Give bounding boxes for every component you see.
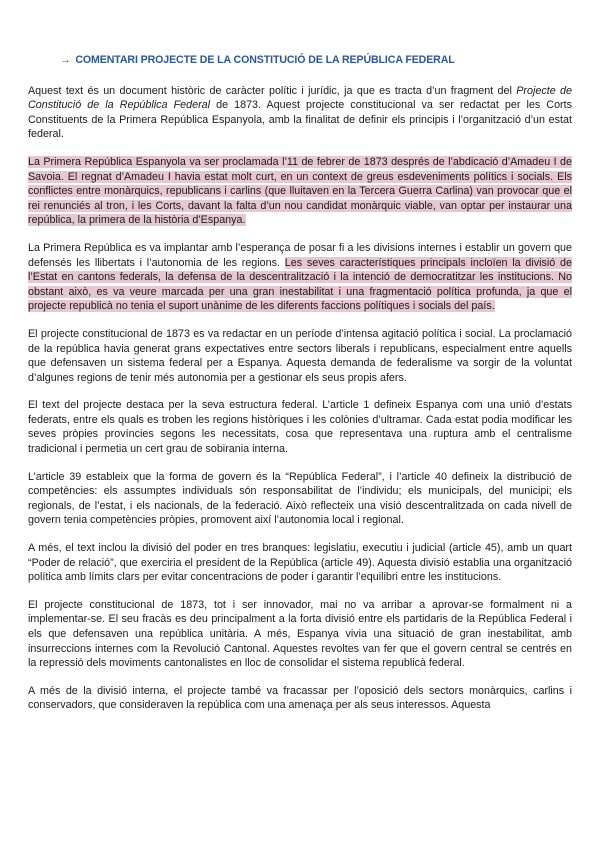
title-text: COMENTARI PROJECTE DE LA CONSTITUCIÓ DE LA REPÚBLICA FEDERAL [75,54,455,66]
paragraph-drafting: El projecte constitucional de 1873 es va redactar en un període d’intensa agitació política i social. La proclamació de la república havia generat grans expectatives entre sectors liberals i republicans, especialment entre aquells que defensaven un sistema federal per a Espanya. Aquesta demanda de federalisme va sorgir de la voluntat d’algunes regions de tenir més autonomia per a gestionar els seus propis afers. [28,327,572,384]
paragraph-failure: El projecte constitucional de 1873, tot i ser innovador, mai no va arribar a aprovar-se formalment ni a implementar-se. El seu fracàs es deu principalment a la forta divisió entre els partidaris de la República Federal i els que defensaven una república unitària. A més, Espanya vivia una situació de gran inestabilitat, amb insurreccions internes com la Revolució Cantonal. Aquestes revoltes van fer que el govern central se centrés en la repressió dels moviments cantonalistes en lloc de consolidar el sistema republicà federal. [28,598,572,670]
paragraph-text: La Primera República es va implantar amb l’esperança de posar fi a les divisions internes i establir un govern que defensés les llibertats i l’autonomia de les regions. [28,241,572,269]
paragraph-context [28,155,572,228]
document-title [60,53,572,68]
paragraph-text: de 1873. Aquest projecte constitucional va ser redactat per les Corts Constituents de la Primera República Espanyola, amb la finalitat de definir els principis i l’organització d’un estat federal. [28,99,572,141]
document-reference: Projecte de Constitució de la República Federal [28,84,572,112]
paragraph-text: Aquest text és un document històric de caràcter polític i jurídic, ja que es tracta d’un fragment del [28,84,517,97]
paragraph-republic [28,241,572,314]
highlighted-text: Les seves característiques principals incloïen la divisió de l’Estat en cantons federals, la defensa de la descentralització i la intenció de democratitzar les institucions. No obstant això, es va veure marcada per una gran inestabilitat i una fragmentació política profunda, ja que el projecte republicà no tenia el suport unànime de les diferents faccions polítiques i socials del país. [28,256,572,313]
paragraph-opposition: A més de la divisió interna, el projecte també va fracassar per l’oposició dels sectors monàrquics, carlins i conservadors, que consideraven la república com una amenaça per als seus interessos. Aquesta [28,684,572,712]
highlighted-text: La Primera República Espanyola va ser proclamada l’11 de febrer de 1873 després de l’abdicació d’Amadeu I de Savoia. El regnat d’Amadeu I havia estat molt curt, en un context de greus esdeveniments polítics i socials. Els conflictes entre monàrquics, republicans i carlins (que lluitaven en la Tercera Guerra Carlina) van provocar que el rei renunciés al tron, i les Corts, davant la falta d’un nou candidat monàrquic viable, van optar per instaurar una república, la primera de la història d’Espanya. [28,155,572,227]
paragraph-structure: El text del projecte destaca per la seva estructura federal. L’article 1 defineix Espanya com una unió d’estats federats, entre els quals es troben les regions històriques i les colònies d’ultramar. Cada estat podia modificar les seves pròpies províncies segons les necessitats, cosa que representava una ruptura amb el centralisme tradicional i permetia un cert grau de sobirania interna. [28,399,572,456]
arrow-icon: → [60,54,71,66]
paragraph-powers: A més, el text inclou la divisió del poder en tres branques: legislatiu, executiu i judicial (article 45), amb un quart “Poder de relació”, que exerciria el president de la República (article 49). Aquesta divisió establia una organització política amb límits clars per evitar concentracions de poder i garantir l’equilibri entre les institucions. [28,542,572,584]
paragraph-articles: L’article 39 estableix que la forma de govern és la “República Federal”, i l’article 40 defineix la distribució de competències: els assumptes individuals són responsabilitat de l’individu; els municipals, del municipi; els regionals, de l’estat, i els nacionals, de la federació. Això reflecteix una visió descentralitzada on cada nivell de govern tenia competències pròpies, promovent així l’autonomia local i regional. [28,470,572,527]
paragraph-intro [28,84,572,142]
document-page [28,0,572,848]
